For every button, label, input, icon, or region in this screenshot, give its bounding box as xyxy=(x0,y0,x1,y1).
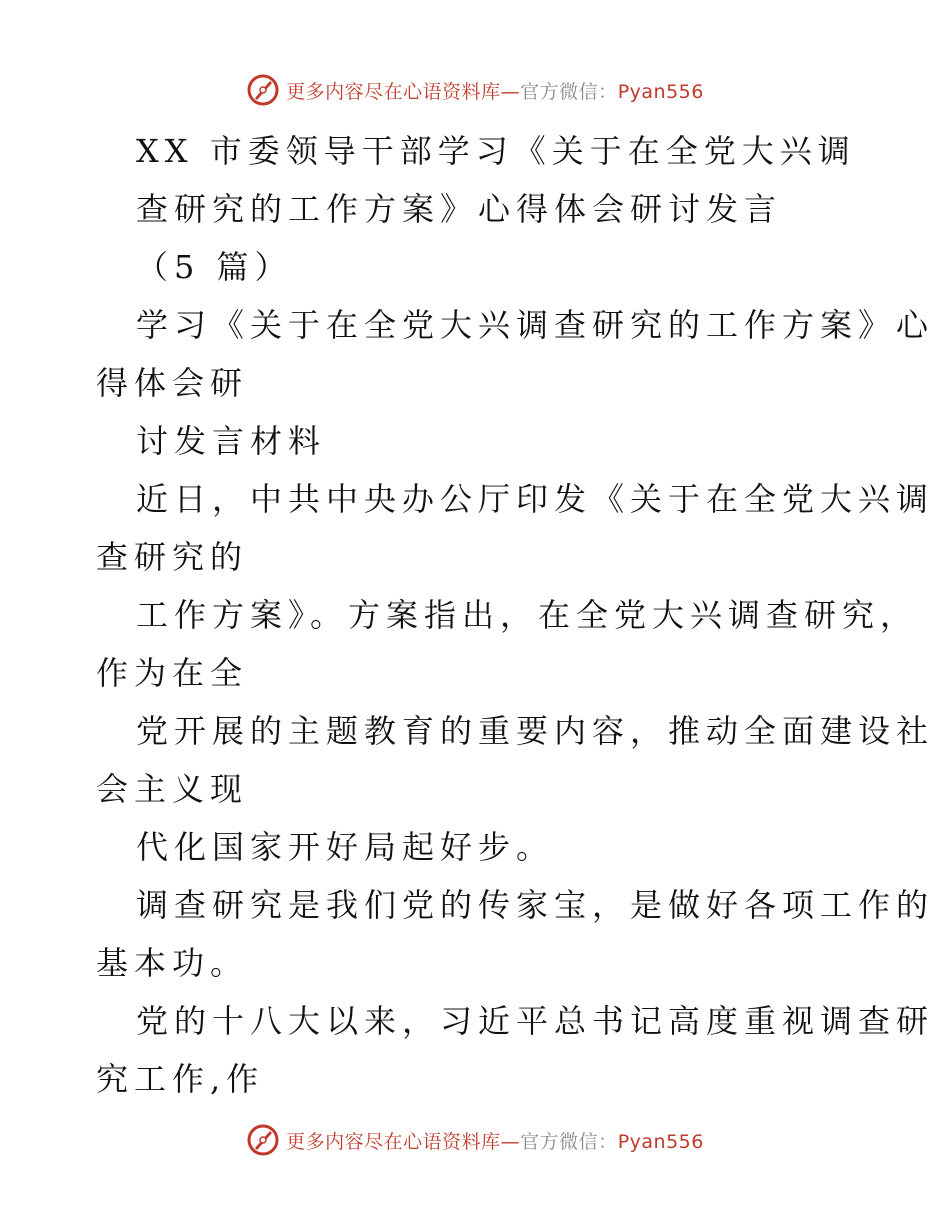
banner-contact-label: 官方微信： xyxy=(520,80,618,103)
banner-dash: — xyxy=(500,1130,521,1153)
footer-banner xyxy=(0,1120,950,1160)
document-body xyxy=(96,122,935,1108)
text-line: 得体会研 xyxy=(96,364,249,402)
banner-brand: 更多内容尽在心语资料库 xyxy=(286,1130,501,1153)
text-line: 调查研究是我们党的传家宝，是做好各项工作的 xyxy=(136,886,935,924)
banner-contact-label: 官方微信： xyxy=(520,1130,618,1153)
title-line-2: 查研究的工作方案》心得体会研讨发言 xyxy=(136,190,783,228)
text-line: 工作方案》。方案指出，在全党大兴调查研究， xyxy=(136,596,919,634)
text-line: 查研究的 xyxy=(96,538,249,576)
banner-dash: — xyxy=(500,80,521,103)
text-line: 近日，中共中央办公厅印发《关于在全党大兴调 xyxy=(136,480,935,518)
title-line-1: XX 市委领导干部学习《关于在全党大兴调 xyxy=(136,132,856,170)
text-line: 究工作,作 xyxy=(96,1060,265,1098)
text-line: 学习《关于在全党大兴调查研究的工作方案》心 xyxy=(136,306,935,344)
text-line: 讨发言材料 xyxy=(136,422,327,460)
text-line: 党的十八大以来，习近平总书记高度重视调查研 xyxy=(136,1002,935,1040)
header-banner xyxy=(0,70,950,110)
text-line: 代化国家开好局起好步。 xyxy=(136,828,555,866)
banner-text xyxy=(286,1127,704,1154)
text-line: 基本功。 xyxy=(96,944,249,982)
quill-seal-icon xyxy=(246,73,280,107)
banner-text xyxy=(286,77,704,104)
title-line-3: （5 篇） xyxy=(136,248,293,286)
text-line: 作为在全 xyxy=(96,654,249,692)
banner-brand: 更多内容尽在心语资料库 xyxy=(286,80,501,103)
banner-contact-id: Pyan556 xyxy=(617,1130,704,1153)
banner-contact-id: Pyan556 xyxy=(617,80,704,103)
text-line: 党开展的主题教育的重要内容，推动全面建设社 xyxy=(136,712,935,750)
text-line: 会主义现 xyxy=(96,770,249,808)
quill-seal-icon xyxy=(246,1123,280,1157)
